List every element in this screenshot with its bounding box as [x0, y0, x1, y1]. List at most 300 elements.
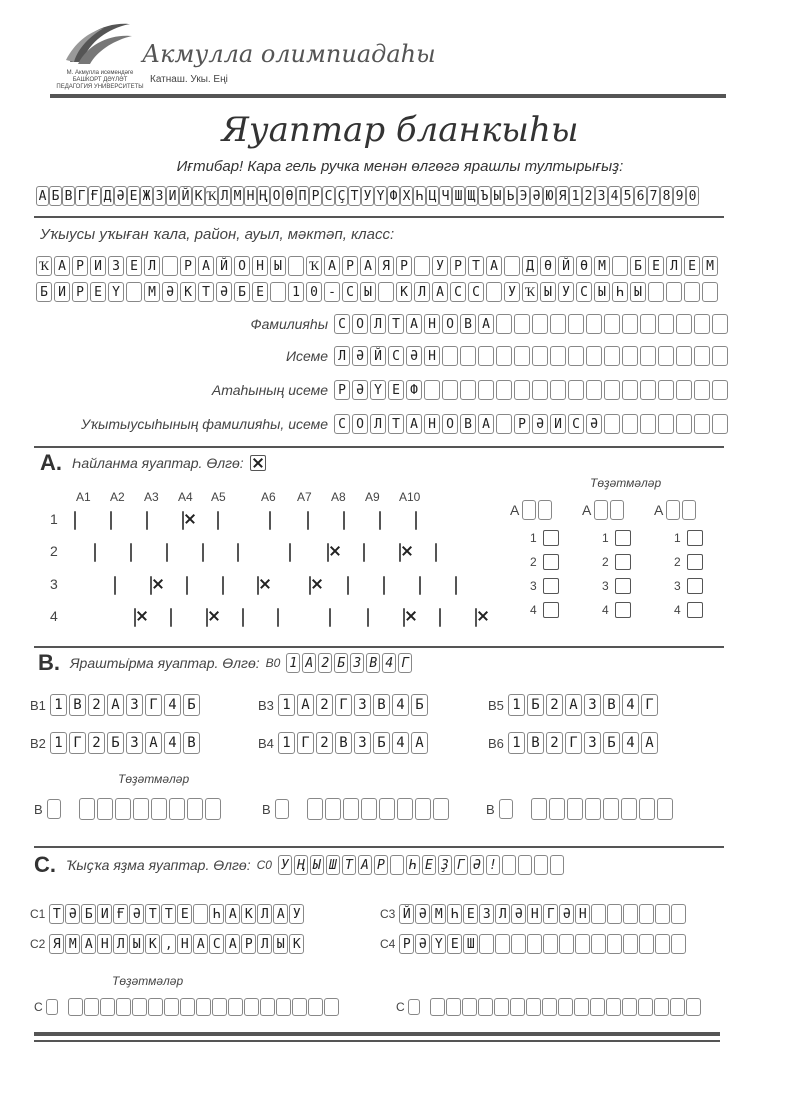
school-char-box[interactable]: Л	[666, 256, 682, 276]
field-char-box[interactable]	[640, 314, 656, 334]
match-input[interactable]	[50, 732, 200, 754]
answer-checkbox[interactable]	[327, 543, 329, 562]
correction-char-box[interactable]	[292, 998, 307, 1016]
school-char-box[interactable]: О	[234, 256, 250, 276]
field-input[interactable]	[334, 346, 728, 366]
short-answer-char-box[interactable]	[591, 904, 606, 924]
school-char-box[interactable]: Е	[648, 256, 664, 276]
answer-checkbox[interactable]	[186, 576, 188, 595]
field-char-box[interactable]	[514, 346, 530, 366]
correction-char-box[interactable]	[361, 798, 377, 820]
school-char-box[interactable]: А	[360, 256, 376, 276]
school-char-box[interactable]: Е	[90, 282, 106, 302]
match-char-box[interactable]: 3	[354, 732, 371, 754]
correction-char-box[interactable]	[307, 798, 323, 820]
answer-checkbox[interactable]	[114, 576, 116, 595]
field-char-box[interactable]	[442, 346, 458, 366]
correction-char-box[interactable]	[531, 798, 547, 820]
short-answer-char-box[interactable]	[591, 934, 606, 954]
short-answer-char-box[interactable]: А	[273, 904, 288, 924]
field-char-box[interactable]	[514, 380, 530, 400]
answer-checkbox[interactable]	[146, 511, 148, 530]
school-char-box[interactable]	[612, 256, 628, 276]
answer-checkbox[interactable]	[309, 576, 311, 595]
short-answer-char-box[interactable]: Я	[49, 934, 64, 954]
correction-char-box[interactable]	[639, 798, 655, 820]
field-char-box[interactable]: С	[334, 414, 350, 434]
short-answer-char-box[interactable]	[193, 904, 208, 924]
short-answer-char-box[interactable]	[511, 934, 526, 954]
correction-number-box[interactable]	[682, 500, 696, 520]
school-char-box[interactable]: М	[594, 256, 610, 276]
short-answer-char-box[interactable]: Т	[145, 904, 160, 924]
correction-number-box[interactable]	[275, 799, 289, 819]
school-char-box[interactable]: Й	[558, 256, 574, 276]
school-char-box[interactable]: Ө	[540, 256, 556, 276]
field-char-box[interactable]	[658, 346, 674, 366]
field-char-box[interactable]	[478, 346, 494, 366]
field-char-box[interactable]	[676, 346, 692, 366]
school-char-box[interactable]: Ы	[630, 282, 646, 302]
correction-char-box[interactable]	[151, 798, 167, 820]
short-answer-char-box[interactable]: Ғ	[113, 904, 128, 924]
correction-char-box[interactable]	[180, 998, 195, 1016]
school-char-box[interactable]: Ҡ	[522, 282, 538, 302]
short-answer-char-box[interactable]: Г	[543, 904, 558, 924]
short-answer-char-box[interactable]: Ә	[415, 934, 430, 954]
field-char-box[interactable]	[640, 346, 656, 366]
school-char-box[interactable]	[504, 256, 520, 276]
match-char-box[interactable]: 2	[88, 694, 105, 716]
match-char-box[interactable]: 4	[622, 732, 639, 754]
match-input[interactable]	[50, 694, 200, 716]
short-answer-char-box[interactable]	[671, 934, 686, 954]
field-char-box[interactable]	[532, 314, 548, 334]
school-char-box[interactable]: У	[432, 256, 448, 276]
match-char-box[interactable]: 3	[126, 732, 143, 754]
short-answer-char-box[interactable]: Һ	[209, 904, 224, 924]
field-char-box[interactable]	[514, 314, 530, 334]
school-char-box[interactable]: Р	[342, 256, 358, 276]
school-char-box[interactable]: С	[576, 282, 592, 302]
correction-char-box[interactable]	[415, 798, 431, 820]
field-char-box[interactable]	[604, 346, 620, 366]
field-char-box[interactable]	[460, 380, 476, 400]
short-answer-char-box[interactable]: Ә	[129, 904, 144, 924]
match-char-box[interactable]: А	[641, 732, 658, 754]
field-char-box[interactable]	[460, 346, 476, 366]
match-char-box[interactable]: Б	[373, 732, 390, 754]
correction-checkbox[interactable]	[543, 554, 559, 570]
field-char-box[interactable]	[712, 346, 728, 366]
school-char-box[interactable]: Ы	[594, 282, 610, 302]
match-char-box[interactable]: Б	[107, 732, 124, 754]
field-char-box[interactable]: Й	[370, 346, 386, 366]
answer-checkbox[interactable]	[379, 511, 381, 530]
short-answer-char-box[interactable]: ,	[161, 934, 176, 954]
field-char-box[interactable]: А	[406, 314, 422, 334]
school-char-box[interactable]: К	[180, 282, 196, 302]
answer-checkbox[interactable]	[475, 608, 477, 627]
correction-char-box[interactable]	[478, 998, 493, 1016]
answer-checkbox[interactable]	[130, 543, 132, 562]
match-char-box[interactable]: Г	[335, 694, 352, 716]
correction-number-box[interactable]	[594, 500, 608, 520]
field-char-box[interactable]	[496, 314, 512, 334]
school-char-box[interactable]: А	[198, 256, 214, 276]
answer-checkbox[interactable]	[415, 511, 417, 530]
correction-char-box[interactable]	[169, 798, 185, 820]
answer-checkbox[interactable]	[222, 576, 224, 595]
school-char-box[interactable]	[270, 282, 286, 302]
field-char-box[interactable]: Р	[334, 380, 350, 400]
answer-checkbox[interactable]	[455, 576, 457, 595]
school-char-box[interactable]	[378, 282, 394, 302]
field-char-box[interactable]	[622, 314, 638, 334]
correction-checkbox[interactable]	[615, 602, 631, 618]
correction-char-box[interactable]	[187, 798, 203, 820]
field-char-box[interactable]: Р	[514, 414, 530, 434]
answer-checkbox[interactable]	[170, 608, 172, 627]
field-char-box[interactable]	[496, 380, 512, 400]
match-char-box[interactable]: 3	[354, 694, 371, 716]
answer-checkbox[interactable]	[257, 576, 259, 595]
field-char-box[interactable]	[694, 380, 710, 400]
short-answer-char-box[interactable]: Б	[81, 904, 96, 924]
field-char-box[interactable]	[622, 414, 638, 434]
school-char-box[interactable]: С	[450, 282, 466, 302]
short-answer-char-box[interactable]	[527, 934, 542, 954]
field-char-box[interactable]: О	[442, 414, 458, 434]
correction-checkbox[interactable]	[615, 530, 631, 546]
correction-number-box[interactable]	[610, 500, 624, 520]
school-char-box[interactable]: М	[702, 256, 718, 276]
short-answer-char-box[interactable]	[623, 904, 638, 924]
match-char-box[interactable]: А	[565, 694, 582, 716]
correction-char-box[interactable]	[132, 998, 147, 1016]
correction-char-box[interactable]	[164, 998, 179, 1016]
field-char-box[interactable]: Т	[388, 414, 404, 434]
correction-char-box[interactable]	[343, 798, 359, 820]
short-answer-char-box[interactable]: А	[193, 934, 208, 954]
short-answer-char-box[interactable]: И	[97, 904, 112, 924]
school-char-box[interactable]: 1	[288, 282, 304, 302]
field-char-box[interactable]: Ә	[352, 346, 368, 366]
match-char-box[interactable]: В	[373, 694, 390, 716]
answer-checkbox[interactable]	[403, 608, 405, 627]
match-char-box[interactable]: 2	[316, 732, 333, 754]
field-char-box[interactable]	[550, 314, 566, 334]
short-answer-char-box[interactable]: Ә	[559, 904, 574, 924]
correction-char-box[interactable]	[212, 998, 227, 1016]
field-char-box[interactable]	[478, 380, 494, 400]
field-char-box[interactable]	[586, 314, 602, 334]
short-answer-char-box[interactable]: Л	[113, 934, 128, 954]
correction-number-box[interactable]	[499, 799, 513, 819]
correction-char-box[interactable]	[115, 798, 131, 820]
answer-checkbox[interactable]	[237, 543, 239, 562]
match-char-box[interactable]: 1	[278, 694, 295, 716]
school-char-box[interactable]	[414, 256, 430, 276]
school-char-box[interactable]	[684, 282, 700, 302]
field-char-box[interactable]: Л	[370, 414, 386, 434]
short-answer-char-box[interactable]: С	[209, 934, 224, 954]
school-char-box[interactable]: М	[144, 282, 160, 302]
short-answer-char-box[interactable]	[575, 934, 590, 954]
school-char-box[interactable]: Л	[144, 256, 160, 276]
field-char-box[interactable]	[604, 314, 620, 334]
correction-char-box[interactable]	[79, 798, 95, 820]
match-char-box[interactable]: Г	[297, 732, 314, 754]
field-char-box[interactable]: А	[478, 414, 494, 434]
correction-char-box[interactable]	[446, 998, 461, 1016]
field-char-box[interactable]: Ф	[406, 380, 422, 400]
school-char-box[interactable]: И	[54, 282, 70, 302]
correction-char-box[interactable]	[244, 998, 259, 1016]
correction-char-box[interactable]	[68, 998, 83, 1016]
school-char-box[interactable]: Р	[180, 256, 196, 276]
field-char-box[interactable]: О	[352, 414, 368, 434]
correction-char-box[interactable]	[430, 998, 445, 1016]
correction-checkbox[interactable]	[687, 578, 703, 594]
field-char-box[interactable]	[496, 346, 512, 366]
answer-checkbox[interactable]	[367, 608, 369, 627]
answer-checkbox[interactable]	[74, 511, 76, 530]
field-char-box[interactable]	[586, 380, 602, 400]
match-char-box[interactable]: 4	[392, 732, 409, 754]
short-answer-char-box[interactable]	[607, 934, 622, 954]
field-char-box[interactable]: Ә	[532, 414, 548, 434]
field-char-box[interactable]	[694, 414, 710, 434]
field-char-box[interactable]	[424, 380, 440, 400]
correction-checkbox[interactable]	[543, 530, 559, 546]
answer-checkbox[interactable]	[242, 608, 244, 627]
school-char-box[interactable]: Ө	[576, 256, 592, 276]
short-answer-char-box[interactable]: Н	[97, 934, 112, 954]
field-char-box[interactable]: С	[568, 414, 584, 434]
answer-checkbox[interactable]	[206, 608, 208, 627]
school-char-box[interactable]: 0	[306, 282, 322, 302]
match-char-box[interactable]: 1	[50, 694, 67, 716]
field-char-box[interactable]	[676, 414, 692, 434]
short-answer-char-box[interactable]: Ә	[65, 904, 80, 924]
field-char-box[interactable]	[658, 380, 674, 400]
correction-char-box[interactable]	[657, 798, 673, 820]
field-char-box[interactable]	[586, 346, 602, 366]
field-char-box[interactable]	[496, 414, 512, 434]
school-char-box[interactable]: А	[486, 256, 502, 276]
correction-char-box[interactable]	[638, 998, 653, 1016]
answer-checkbox[interactable]	[347, 576, 349, 595]
correction-char-box[interactable]	[621, 798, 637, 820]
correction-checkbox[interactable]	[543, 578, 559, 594]
field-char-box[interactable]: Н	[424, 314, 440, 334]
correction-char-box[interactable]	[148, 998, 163, 1016]
school-line-1[interactable]	[36, 256, 718, 276]
school-char-box[interactable]: Ҡ	[306, 256, 322, 276]
correction-number-box[interactable]	[538, 500, 552, 520]
match-char-box[interactable]: А	[107, 694, 124, 716]
short-answer-char-box[interactable]	[639, 904, 654, 924]
answer-checkbox[interactable]	[150, 576, 152, 595]
answer-checkbox[interactable]	[110, 511, 112, 530]
field-char-box[interactable]: Ә	[352, 380, 368, 400]
short-answer-char-box[interactable]: Ә	[415, 904, 430, 924]
field-char-box[interactable]	[532, 380, 548, 400]
correction-number-box[interactable]	[47, 799, 61, 819]
match-char-box[interactable]: Б	[527, 694, 544, 716]
field-char-box[interactable]: Н	[424, 346, 440, 366]
correction-char-box[interactable]	[324, 998, 339, 1016]
short-answer-char-box[interactable]	[543, 934, 558, 954]
short-answer-char-box[interactable]: З	[479, 904, 494, 924]
match-char-box[interactable]: 3	[126, 694, 143, 716]
school-char-box[interactable]	[702, 282, 718, 302]
field-char-box[interactable]: Е	[388, 380, 404, 400]
match-char-box[interactable]: 1	[278, 732, 295, 754]
field-char-box[interactable]: Н	[424, 414, 440, 434]
school-char-box[interactable]	[666, 282, 682, 302]
answer-checkbox[interactable]	[277, 608, 279, 627]
short-answer-char-box[interactable]: К	[241, 904, 256, 924]
field-char-box[interactable]: С	[388, 346, 404, 366]
school-char-box[interactable]: Р	[72, 282, 88, 302]
school-char-box[interactable]: Н	[252, 256, 268, 276]
match-char-box[interactable]: 1	[508, 732, 525, 754]
school-char-box[interactable]: А	[432, 282, 448, 302]
school-char-box[interactable]	[288, 256, 304, 276]
correction-number-box[interactable]	[46, 999, 58, 1015]
correction-char-box[interactable]	[462, 998, 477, 1016]
school-char-box[interactable]: Е	[126, 256, 142, 276]
field-char-box[interactable]	[640, 380, 656, 400]
field-input[interactable]	[334, 414, 728, 434]
match-char-box[interactable]: В	[603, 694, 620, 716]
match-char-box[interactable]: 4	[164, 694, 181, 716]
short-answer-char-box[interactable]: У	[289, 904, 304, 924]
answer-checkbox[interactable]	[399, 543, 401, 562]
answer-checkbox[interactable]	[419, 576, 421, 595]
correction-char-box[interactable]	[558, 998, 573, 1016]
correction-checkbox[interactable]	[687, 530, 703, 546]
school-char-box[interactable]: К	[396, 282, 412, 302]
answer-checkbox[interactable]	[94, 543, 96, 562]
field-char-box[interactable]	[622, 380, 638, 400]
field-char-box[interactable]	[712, 380, 728, 400]
short-answer-char-box[interactable]: Р	[399, 934, 414, 954]
short-answer-char-box[interactable]	[655, 904, 670, 924]
match-char-box[interactable]: Г	[69, 732, 86, 754]
correction-char-box[interactable]	[116, 998, 131, 1016]
short-answer-char-box[interactable]: Л	[495, 904, 510, 924]
match-char-box[interactable]: А	[411, 732, 428, 754]
match-char-box[interactable]: Б	[183, 694, 200, 716]
correction-char-box[interactable]	[603, 798, 619, 820]
short-answer-char-box[interactable]: Ш	[463, 934, 478, 954]
short-answer-char-box[interactable]	[479, 934, 494, 954]
correction-checkbox[interactable]	[615, 554, 631, 570]
short-answer-char-box[interactable]: А	[225, 934, 240, 954]
match-char-box[interactable]: Б	[603, 732, 620, 754]
school-char-box[interactable]: И	[90, 256, 106, 276]
short-answer-char-box[interactable]	[671, 904, 686, 924]
field-char-box[interactable]	[604, 380, 620, 400]
field-char-box[interactable]	[712, 314, 728, 334]
match-char-box[interactable]: 2	[316, 694, 333, 716]
field-char-box[interactable]: Ә	[406, 346, 422, 366]
match-input[interactable]	[278, 732, 428, 754]
short-answer-char-box[interactable]	[607, 904, 622, 924]
school-char-box[interactable]: Ә	[162, 282, 178, 302]
school-char-box[interactable]: Ы	[540, 282, 556, 302]
short-answer-input[interactable]	[49, 904, 304, 924]
correction-number-box[interactable]	[666, 500, 680, 520]
correction-char-box[interactable]	[308, 998, 323, 1016]
school-char-box[interactable]: Р	[72, 256, 88, 276]
field-char-box[interactable]: Ә	[586, 414, 602, 434]
correction-char-box[interactable]	[205, 798, 221, 820]
school-char-box[interactable]	[162, 256, 178, 276]
field-char-box[interactable]	[442, 380, 458, 400]
short-answer-char-box[interactable]	[559, 934, 574, 954]
match-input[interactable]	[278, 694, 428, 716]
short-answer-char-box[interactable]: Т	[49, 904, 64, 924]
field-char-box[interactable]: А	[478, 314, 494, 334]
school-char-box[interactable]: С	[342, 282, 358, 302]
correction-char-box[interactable]	[542, 998, 557, 1016]
school-char-box[interactable]: Р	[396, 256, 412, 276]
match-char-box[interactable]: 2	[546, 732, 563, 754]
correction-char-box[interactable]	[276, 998, 291, 1016]
correction-char-box[interactable]	[585, 798, 601, 820]
school-char-box[interactable]: Е	[252, 282, 268, 302]
short-answer-char-box[interactable]: Е	[177, 904, 192, 924]
field-char-box[interactable]: Ү	[370, 380, 386, 400]
field-input[interactable]	[334, 314, 728, 334]
field-char-box[interactable]	[568, 314, 584, 334]
field-char-box[interactable]: О	[442, 314, 458, 334]
short-answer-char-box[interactable]	[639, 934, 654, 954]
answer-checkbox[interactable]	[182, 511, 184, 530]
short-answer-input[interactable]	[399, 904, 686, 924]
field-char-box[interactable]: И	[550, 414, 566, 434]
school-char-box[interactable]: Е	[684, 256, 700, 276]
correction-char-box[interactable]	[97, 798, 113, 820]
field-input[interactable]	[334, 380, 728, 400]
school-char-box[interactable]: Й	[216, 256, 232, 276]
short-answer-char-box[interactable]: Р	[241, 934, 256, 954]
short-answer-char-box[interactable]	[495, 934, 510, 954]
field-char-box[interactable]	[658, 314, 674, 334]
field-char-box[interactable]	[658, 414, 674, 434]
field-char-box[interactable]	[640, 414, 656, 434]
short-answer-char-box[interactable]: Ү	[431, 934, 446, 954]
answer-checkbox[interactable]	[329, 608, 331, 627]
short-answer-char-box[interactable]: Ә	[511, 904, 526, 924]
match-char-box[interactable]: А	[297, 694, 314, 716]
short-answer-char-box[interactable]: Е	[463, 904, 478, 924]
short-answer-char-box[interactable]: Н	[575, 904, 590, 924]
correction-char-box[interactable]	[133, 798, 149, 820]
field-char-box[interactable]: А	[406, 414, 422, 434]
short-answer-char-box[interactable]: А	[225, 904, 240, 924]
match-char-box[interactable]: В	[335, 732, 352, 754]
correction-checkbox[interactable]	[543, 602, 559, 618]
match-char-box[interactable]: А	[145, 732, 162, 754]
field-char-box[interactable]	[694, 346, 710, 366]
field-char-box[interactable]	[604, 414, 620, 434]
school-char-box[interactable]: Ы	[270, 256, 286, 276]
